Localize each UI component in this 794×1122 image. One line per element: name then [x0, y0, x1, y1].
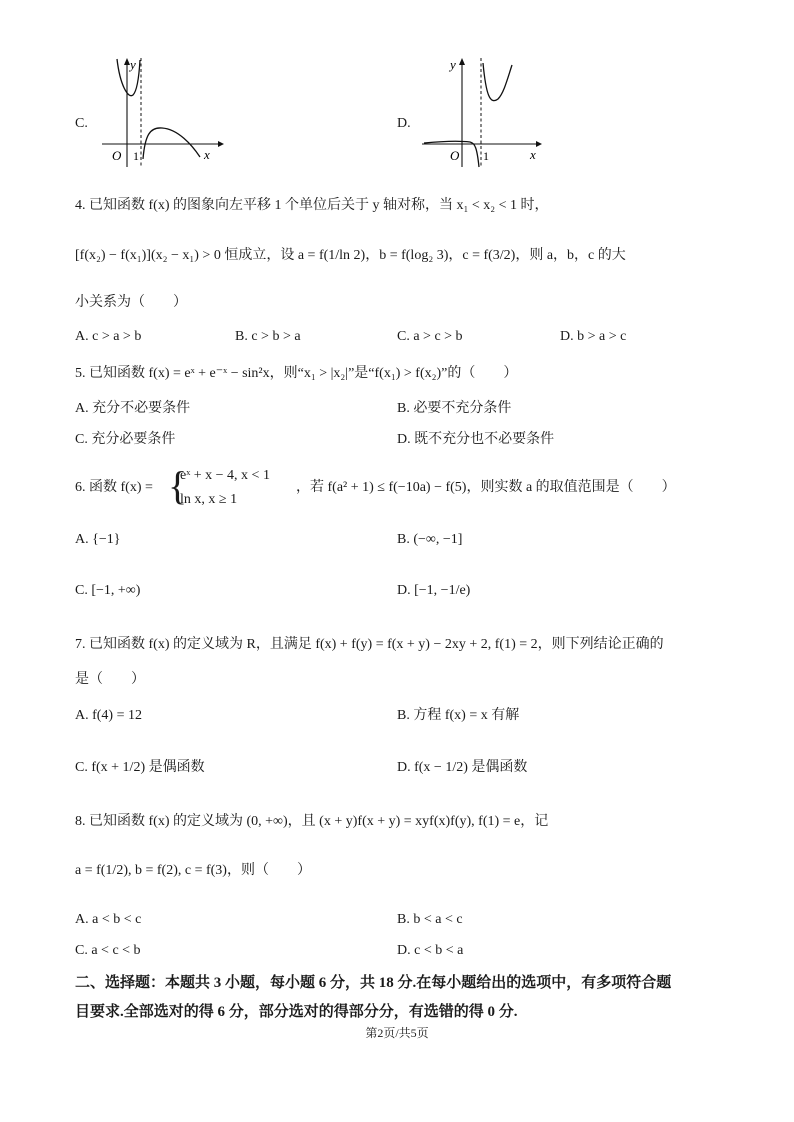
x-arrow-icon [218, 141, 224, 147]
q6-option-a[interactable]: A. {−1} [75, 532, 121, 547]
q6-option-d[interactable]: D. [−1, −1/e) [397, 583, 471, 598]
q4-line1: 4. 已知函数 f(x) 的图象向左平移 1 个单位后关于 y 轴对称，当 x₁ < x₂ < 1 时， [75, 198, 549, 213]
q7-option-c[interactable]: C. f(x + 1/2) 是偶函数 [75, 760, 205, 775]
q4-option-c[interactable]: C. a > c > b [397, 329, 463, 344]
q8-option-b[interactable]: B. b < a < c [397, 912, 463, 927]
q6-case1: eˣ + x − 4, x < 1 [180, 468, 270, 483]
graph-d [420, 55, 545, 170]
q7-option-d[interactable]: D. f(x − 1/2) 是偶函数 [397, 760, 528, 775]
y-arrow-icon [459, 58, 465, 65]
q7-line1: 7. 已知函数 f(x) 的定义域为 R，且满足 f(x) + f(y) = f(x + y) − 2xy + 2, f(1) = 2，则下列结论正确的 [75, 637, 664, 652]
y-axis-label: y [130, 57, 136, 72]
q5-stem: 5. 已知函数 f(x) = eˣ + e⁻ˣ − sin²x，则“x₁ > |x₂|”是“f(x₁) > f(x₂)”的（ ） [75, 366, 518, 381]
curve-right [483, 63, 512, 101]
q5-option-b[interactable]: B. 必要不充分条件 [397, 401, 512, 416]
q5-option-c[interactable]: C. 充分必要条件 [75, 432, 176, 447]
page-footer: 第2页/共5页 [365, 1026, 429, 1040]
q4-line3: 小关系为（ ） [75, 295, 187, 310]
x-axis-label: x [204, 147, 210, 162]
q8-line1: 8. 已知函数 f(x) 的定义域为 (0, +∞)，且 (x + y)f(x + y) = xyf(x)f(y), f(1) = e，记 [75, 814, 549, 829]
q8-option-a[interactable]: A. a < b < c [75, 912, 142, 927]
q6-tail: ，若 f(a² + 1) ≤ f(−10a) − f(5)，则实数 a 的取值范围是（ ） [296, 480, 676, 495]
y-axis-label: y [450, 57, 456, 72]
q8-line2: a = f(1/2), b = f(2), c = f(3)，则（ ） [75, 863, 311, 878]
q7-line2: 是（ ） [75, 672, 145, 687]
q4-line2: [f(x₂) − f(x₁)](x₂ − x₁) > 0 恒成立，设 a = f(1/ln 2)，b = f(log₂ 3)，c = f(3/2)，则 a，b，c 的大 [75, 248, 626, 263]
q4-option-a[interactable]: A. c > a > b [75, 329, 142, 344]
q8-option-c[interactable]: C. a < c < b [75, 943, 141, 958]
option-d-label: D. [397, 116, 411, 131]
q7-option-b[interactable]: B. 方程 f(x) = x 有解 [397, 708, 520, 723]
q6-lead: 6. 函数 f(x) = [75, 480, 153, 495]
origin-label: O [112, 148, 122, 163]
q6-option-c[interactable]: C. [−1, +∞) [75, 583, 141, 598]
section2-line1: 二、选择题：本题共 3 小题，每小题 6 分，共 18 分.在每小题给出的选项中，有多项符合题 [75, 975, 672, 991]
origin-label: O [450, 148, 460, 163]
q7-option-a[interactable]: A. f(4) = 12 [75, 708, 142, 723]
tick-label: 1 [483, 149, 489, 163]
q6-option-b[interactable]: B. (−∞, −1] [397, 532, 463, 547]
q6-brace: { [168, 463, 188, 508]
q6-case2: ln x, x ≥ 1 [180, 492, 238, 507]
q4-option-d[interactable]: D. b > a > c [560, 329, 627, 344]
option-c-label: C. [75, 116, 88, 131]
q8-option-d[interactable]: D. c < b < a [397, 943, 464, 958]
x-axis-label: x [530, 147, 536, 162]
x-arrow-icon [536, 141, 542, 147]
q5-option-a[interactable]: A. 充分不必要条件 [75, 401, 191, 416]
section2-line2: 目要求.全部选对的得 6 分，部分选对的得部分分，有选错的得 0 分. [75, 1004, 518, 1020]
tick-label: 1 [133, 149, 139, 163]
graph-c [100, 55, 225, 170]
q4-option-b[interactable]: B. c > b > a [235, 329, 301, 344]
q5-option-d[interactable]: D. 既不充分也不必要条件 [397, 432, 555, 447]
